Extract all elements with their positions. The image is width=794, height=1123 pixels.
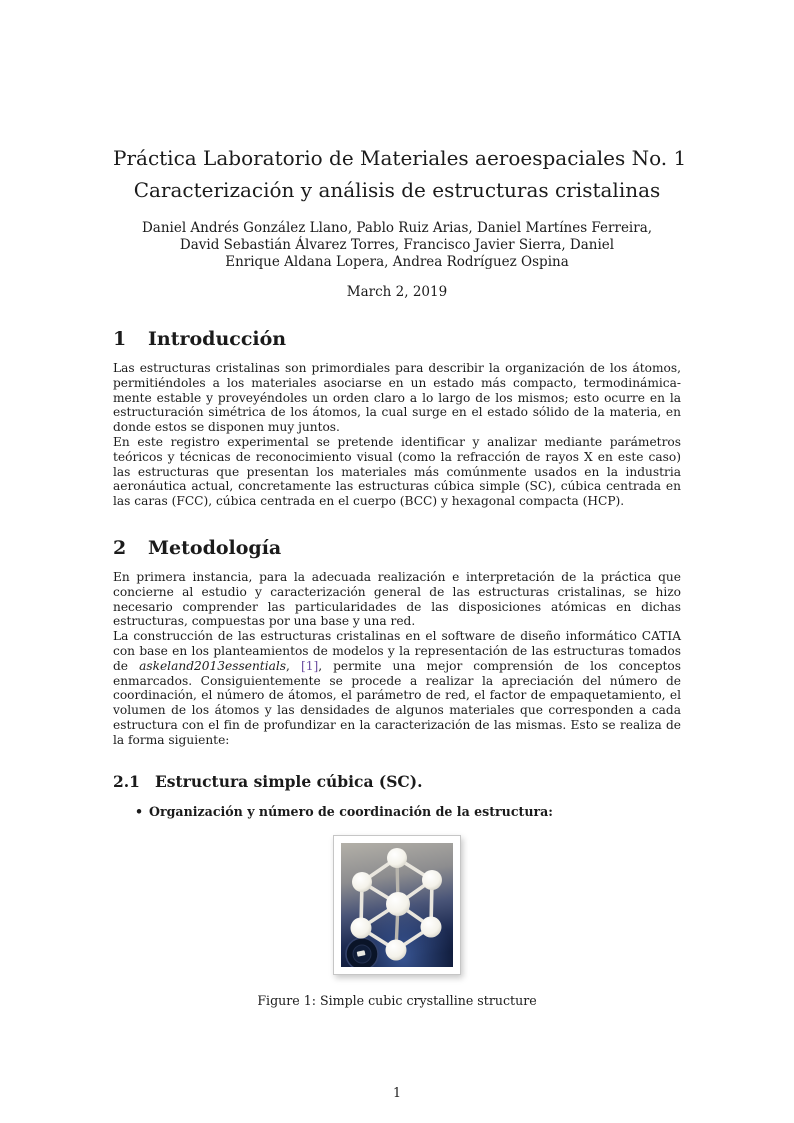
photo-frame (333, 835, 461, 975)
section-title-text: Metodología (148, 536, 282, 559)
intro-paragraph-1: Las estructuras cristalinas son primordiales para describir la organización de los átomos, permitiéndoles a los materiales asociarse en un estado más compacto, termodinámica-mente estable y proveyéndoles un orden claro a lo largo de los mismos; esto ocurre en la estructuración simétrica de los átomos, la cual surge en el estado sólido de la materia, en donde estos se disponen muy juntos. (113, 361, 681, 435)
bullet-item-organizacion (135, 804, 681, 820)
section-title-text: Introducción (148, 328, 287, 350)
authors-line-3: Enrique Aldana Lopera, Andrea Rodríguez Ospina (225, 254, 569, 270)
section-number: 1 (113, 328, 127, 350)
subsection-title-text: Estructura simple cúbica (SC). (154, 771, 423, 791)
title-block (113, 0, 687, 300)
subsection-heading-sc (113, 772, 681, 792)
paragraph-text-run: La construcción de las estructuras cristalinas en el software de diseño informático CATIA con base en los planteamientos de modelos y la representación de las estructuras tomados de (113, 629, 681, 673)
subsection-number: 2.1 (113, 771, 140, 791)
paper-date: March 2, 2019 (346, 284, 448, 300)
authors-line-1: Daniel Andrés González Llano, Pablo Ruiz Arias, Daniel Martínes Ferreira, (141, 220, 653, 236)
figure-1-caption: Figure 1: Simple cubic crystalline structure (257, 992, 537, 1008)
paragraph-text-run: , (286, 658, 301, 673)
paragraph-text-run: , permite una mejor comprensión de los conceptos enmarcados. Consiguientemente se procede a realizar la apreciación del número de coordinación, el número de átomos, el parámetro de red, el factor de empaquetamiento, el volumen de los átomos y las densidades de algunos materiales que corresponden a cada estructura con el fin de profundizar en la caracterización de las mismas. Esto se realiza de la forma siguiente: (113, 658, 682, 747)
authors-line-2: David Sebastián Álvarez Torres, Francisco Javier Sierra, Daniel (179, 237, 615, 253)
metodologia-paragraph-1: En primera instancia, para la adecuada realización e interpretación de la práctica que concierne al estudio y caracterización general de las estructuras cristalinas, se hizo necesario comprender las particularidades de las disposiciones atómicas en dichas estructuras, compuestas por una base y una red. (113, 569, 681, 629)
paper-title-line-2: Caracterización y análisis de estructuras cristalinas (133, 178, 661, 202)
paper-title-line-1: Práctica Laboratorio de Materiales aeroespaciales No. 1 (113, 146, 687, 170)
citation-link-1[interactable]: [1] (300, 658, 319, 673)
simple-cubic-model-image (341, 843, 453, 967)
authors-block (113, 220, 681, 271)
metodologia-paragraph-2 (113, 629, 681, 747)
bullet-text: Organización y número de coordinación de la estructura: (149, 803, 553, 819)
section-heading-introduccion (113, 327, 681, 351)
page-number: 1 (392, 1085, 401, 1100)
bullet-icon: • (135, 803, 144, 819)
section-heading-metodologia (113, 536, 681, 560)
reference-key-italic: askeland2013essentials (139, 658, 287, 673)
figure-1-block (113, 835, 681, 1009)
section-number: 2 (113, 536, 127, 559)
background-dial-object (346, 938, 378, 967)
intro-paragraph-2: En este registro experimental se pretende identificar y analizar mediante parámetros teóricos y técnicas de reconocimiento visual (como la refracción de rayos X en este caso) las estructuras que presentan los materiales más comúnmente usados en la industria aeronáutica actual, concretamente las estructuras cúbica simple (SC), cúbica centrada en las caras (FCC), cúbica centrada en el cuerpo (BCC) y hexagonal compacta (HCP). (113, 434, 681, 509)
